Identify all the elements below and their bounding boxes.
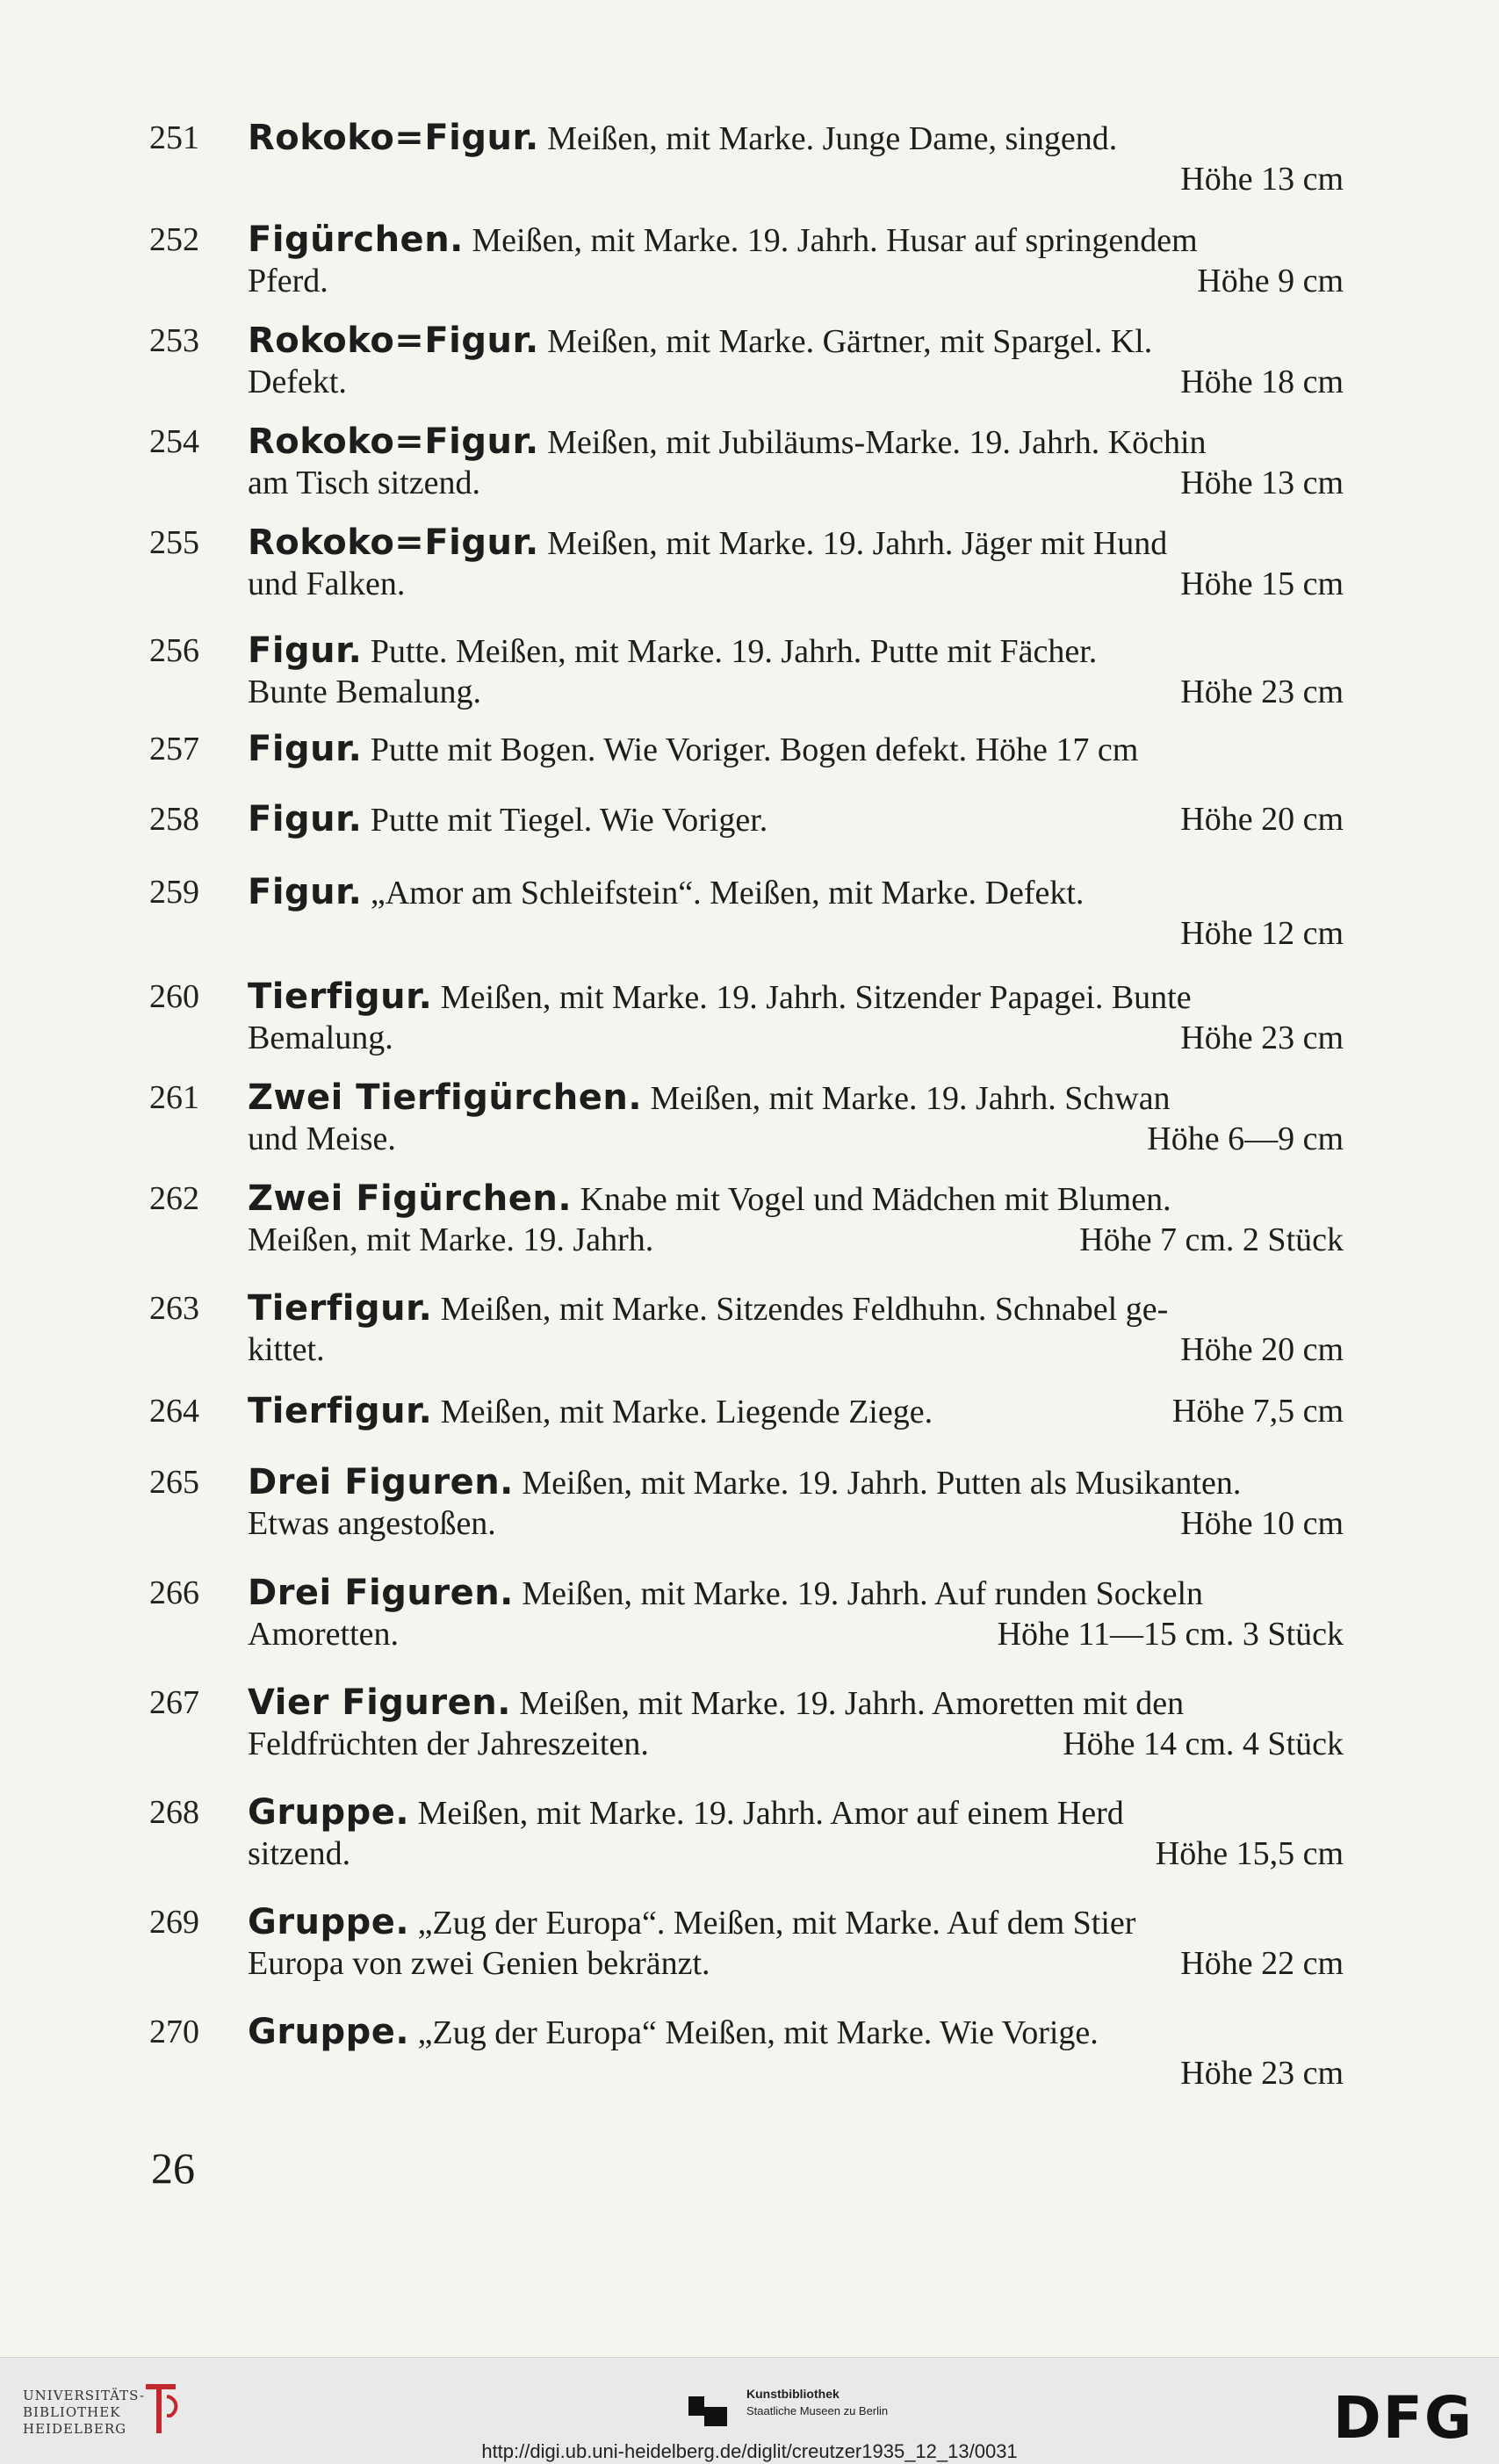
entry-continuation: und Meise.: [248, 1120, 396, 1157]
entry-first-line: [248, 2012, 1344, 2053]
entry-title: Rokoko=Figur.: [248, 522, 539, 563]
entry-second-line: [248, 463, 1344, 503]
entry-height: Höhe 15 cm: [1180, 566, 1344, 602]
entry-title: Rokoko=Figur.: [248, 421, 539, 462]
entry-height: Höhe 23 cm: [1180, 2055, 1344, 2092]
entry-second-line: [248, 362, 1344, 402]
entry-text: „Zug der Europa“. Meißen, mit Marke. Auf dem Stier: [417, 1905, 1136, 1942]
entry-second-line: [248, 564, 1344, 604]
entry-description: [248, 1077, 1344, 1159]
entry-continuation: Amoretten.: [248, 1616, 400, 1653]
entry-first-line: [248, 1462, 1344, 1503]
library-name: UNIVERSITÄTS- BIBLIOTHEK HEIDELBERG: [23, 2388, 146, 2437]
entry-first-line: [248, 630, 1344, 672]
lot-number: 253: [149, 322, 199, 359]
entry-first-line: [248, 799, 1344, 840]
entry-title: Drei Figuren.: [248, 1462, 514, 1502]
entry-continuation: Bunte Bemalung.: [248, 674, 481, 710]
entry-title: Figur.: [248, 729, 363, 769]
entry-text: Knabe mit Vogel und Mädchen mit Blumen.: [580, 1181, 1171, 1218]
entry-continuation: am Tisch sitzend.: [248, 465, 480, 501]
entry-title: Figürchen.: [248, 220, 464, 260]
entry-first-line: [248, 729, 1344, 770]
entry-title: Rokoko=Figur.: [248, 118, 539, 158]
entry-text: Meißen, mit Marke. 19. Jahrh. Amor auf einem Herd: [417, 1795, 1124, 1832]
entry-text: Meißen, mit Marke. Junge Dame, singend.: [547, 120, 1118, 157]
entry-continuation: kittet.: [248, 1331, 325, 1368]
entry-description: [248, 630, 1344, 712]
page-number: 26: [151, 2143, 195, 2193]
source-url-link[interactable]: http://digi.ub.uni-heidelberg.de/diglit/creutzer1935_12_13/0031: [481, 2440, 1018, 2462]
entry-description: [248, 872, 1344, 954]
entry-description: [248, 522, 1344, 604]
entry-height: Höhe 14 cm. 4 Stück: [1063, 1726, 1344, 1762]
entry-description: [248, 1682, 1344, 1764]
entry-text: Meißen, mit Jubiläums-Marke. 19. Jahrh. Köchin: [547, 424, 1207, 461]
entry-first-line: [248, 1288, 1344, 1329]
entry-description: [248, 1902, 1344, 1984]
entry-second-line: [248, 1220, 1344, 1260]
entry-description: [248, 799, 1344, 840]
lot-number: 258: [149, 801, 199, 838]
entry-description: [248, 118, 1344, 199]
entry-first-line: [248, 1077, 1344, 1119]
entry-text: Putte mit Tiegel. Wie Voriger.: [370, 802, 768, 839]
entry-title: Zwei Figürchen.: [248, 1178, 573, 1219]
kunstbibliothek-label: Kunstbibliothek Staatliche Museen zu Berlin: [746, 2387, 889, 2417]
entry-text: „Zug der Europa“ Meißen, mit Marke. Wie Vorige.: [417, 2014, 1099, 2051]
entry-description: [248, 729, 1344, 770]
entry-height: Höhe 9 cm: [1197, 263, 1344, 299]
entry-title: Vier Figuren.: [248, 1682, 511, 1723]
entry-title: Rokoko=Figur.: [248, 321, 539, 361]
lot-number: 262: [149, 1180, 199, 1217]
lot-number: 270: [149, 2014, 199, 2050]
entry-height: Höhe 10 cm: [1180, 1505, 1344, 1542]
entry-second-line: [248, 1614, 1344, 1654]
entry-continuation: Defekt.: [248, 364, 347, 400]
entry-title: Tierfigur.: [248, 976, 433, 1017]
entry-second-line: [248, 2053, 1344, 2093]
entry-title: Figur.: [248, 799, 363, 839]
entry-description: [248, 1573, 1344, 1654]
entry-first-line: [248, 1682, 1344, 1724]
lot-number: 268: [149, 1794, 199, 1831]
entry-continuation: Pferd.: [248, 263, 328, 299]
lot-number: 260: [149, 978, 199, 1015]
entry-second-line: [248, 1503, 1344, 1544]
entry-first-line: [248, 1573, 1344, 1614]
entry-first-line: [248, 1178, 1344, 1220]
lot-number: 267: [149, 1684, 199, 1721]
lot-number: 255: [149, 524, 199, 561]
footer-bar: [0, 2357, 1499, 2464]
entry-description: [248, 1178, 1344, 1260]
entry-height: Höhe 12 cm: [1180, 915, 1344, 952]
entry-text: Meißen, mit Marke. Liegende Ziege.: [440, 1394, 933, 1430]
entry-first-line: [248, 1902, 1344, 1943]
entry-second-line: [248, 913, 1344, 954]
entry-description: [248, 1462, 1344, 1544]
lot-number: 269: [149, 1904, 199, 1941]
entry-height: Höhe 18 cm: [1180, 364, 1344, 400]
entry-text: Meißen, mit Marke. 19. Jahrh. Husar auf springendem: [472, 222, 1198, 259]
entry-title: Tierfigur.: [248, 1288, 433, 1329]
entry-description: [248, 1391, 1344, 1432]
entry-description: [248, 220, 1344, 301]
kunstbibliothek-logo-icon: [685, 2388, 731, 2432]
lot-number: 252: [149, 221, 199, 258]
entry-text: Meißen, mit Marke. Gärtner, mit Spargel. Kl.: [547, 323, 1153, 360]
entry-height: Höhe 13 cm: [1180, 465, 1344, 501]
entry-continuation: Europa von zwei Genien bekränzt.: [248, 1945, 710, 1982]
dfg-logo: DFG: [1333, 2384, 1474, 2452]
entry-second-line: [248, 1119, 1344, 1159]
lot-number: 256: [149, 632, 199, 669]
entry-height: Höhe 11—15 cm. 3 Stück: [997, 1616, 1344, 1653]
entry-title: Figur.: [248, 630, 363, 671]
entry-first-line: [248, 1792, 1344, 1834]
entry-text: „Amor am Schleifstein“. Meißen, mit Marke. Defekt.: [370, 875, 1085, 911]
entry-title: Drei Figuren.: [248, 1573, 514, 1613]
entry-second-line: [248, 1018, 1344, 1058]
entry-text: Putte mit Bogen. Wie Voriger. Bogen defekt. Höhe 17 cm: [370, 731, 1139, 768]
entry-continuation: Bemalung.: [248, 1019, 393, 1056]
entry-text: Meißen, mit Marke. 19. Jahrh. Sitzender Papagei. Bunte: [440, 979, 1192, 1016]
lot-number: 251: [149, 119, 199, 156]
entry-second-line: [248, 1329, 1344, 1370]
entry-continuation: und Falken.: [248, 566, 406, 602]
lot-number: 265: [149, 1464, 199, 1501]
entry-second-line: [248, 672, 1344, 712]
entry-first-line: [248, 1391, 1344, 1432]
entry-second-line: [248, 1834, 1344, 1874]
entry-text: Meißen, mit Marke. Sitzendes Feldhuhn. Schnabel ge-: [440, 1291, 1169, 1328]
entry-height: Höhe 15,5 cm: [1155, 1835, 1344, 1872]
entry-height: Höhe 20 cm: [1180, 1331, 1344, 1368]
entry-description: [248, 976, 1344, 1058]
lot-number: 263: [149, 1290, 199, 1327]
entry-second-line: [248, 261, 1344, 301]
entry-text: Meißen, mit Marke. 19. Jahrh. Schwan: [650, 1080, 1171, 1117]
entry-height: Höhe 22 cm: [1180, 1945, 1344, 1982]
entry-title: Gruppe.: [248, 2012, 410, 2052]
entry-second-line: [248, 159, 1344, 199]
entry-first-line: [248, 522, 1344, 564]
entry-first-line: [248, 118, 1344, 159]
entry-first-line: [248, 220, 1344, 261]
entry-continuation: sitzend.: [248, 1835, 351, 1872]
entry-text: Putte. Meißen, mit Marke. 19. Jahrh. Putte mit Fächer.: [370, 633, 1098, 670]
entry-description: [248, 2012, 1344, 2093]
entry-height: Höhe 7 cm. 2 Stück: [1079, 1221, 1344, 1258]
entry-first-line: [248, 421, 1344, 463]
entry-title: Figur.: [248, 872, 363, 912]
entry-height: Höhe 20 cm: [1180, 801, 1344, 838]
entry-first-line: [248, 872, 1344, 913]
entry-title: Gruppe.: [248, 1792, 410, 1833]
entry-first-line: [248, 976, 1344, 1018]
entry-text: Meißen, mit Marke. 19. Jahrh. Putten als Musikanten.: [522, 1465, 1242, 1502]
lot-number: 257: [149, 731, 199, 767]
lot-number: 261: [149, 1079, 199, 1116]
entry-description: [248, 321, 1344, 402]
entry-height: Höhe 13 cm: [1180, 161, 1344, 198]
university-library-logo-icon: [141, 2381, 181, 2439]
lot-number: 264: [149, 1393, 199, 1430]
entry-title: Gruppe.: [248, 1902, 410, 1942]
entry-height: Höhe 23 cm: [1180, 674, 1344, 710]
entry-second-line: [248, 1943, 1344, 1984]
entry-continuation: Etwas angestoßen.: [248, 1505, 496, 1542]
lot-number: 254: [149, 423, 199, 460]
lot-number: 259: [149, 874, 199, 911]
entry-height: Höhe 6—9 cm: [1147, 1120, 1344, 1157]
entry-title: Tierfigur.: [248, 1391, 433, 1431]
entry-height: Höhe 23 cm: [1180, 1019, 1344, 1056]
entry-height: Höhe 7,5 cm: [1171, 1393, 1344, 1430]
entry-text: Meißen, mit Marke. 19. Jahrh. Amoretten mit den: [519, 1685, 1185, 1722]
entry-first-line: [248, 321, 1344, 362]
lot-number: 266: [149, 1574, 199, 1611]
entry-text: Meißen, mit Marke. 19. Jahrh. Auf runden Sockeln: [522, 1575, 1204, 1612]
entry-description: [248, 421, 1344, 503]
entry-second-line: [248, 1724, 1344, 1764]
entry-description: [248, 1792, 1344, 1874]
entry-continuation: Meißen, mit Marke. 19. Jahrh.: [248, 1221, 654, 1258]
entry-text: Meißen, mit Marke. 19. Jahrh. Jäger mit Hund: [547, 525, 1168, 562]
entry-description: [248, 1288, 1344, 1370]
entry-continuation: Feldfrüchten der Jahreszeiten.: [248, 1726, 649, 1762]
entry-title: Zwei Tierfigürchen.: [248, 1077, 643, 1118]
